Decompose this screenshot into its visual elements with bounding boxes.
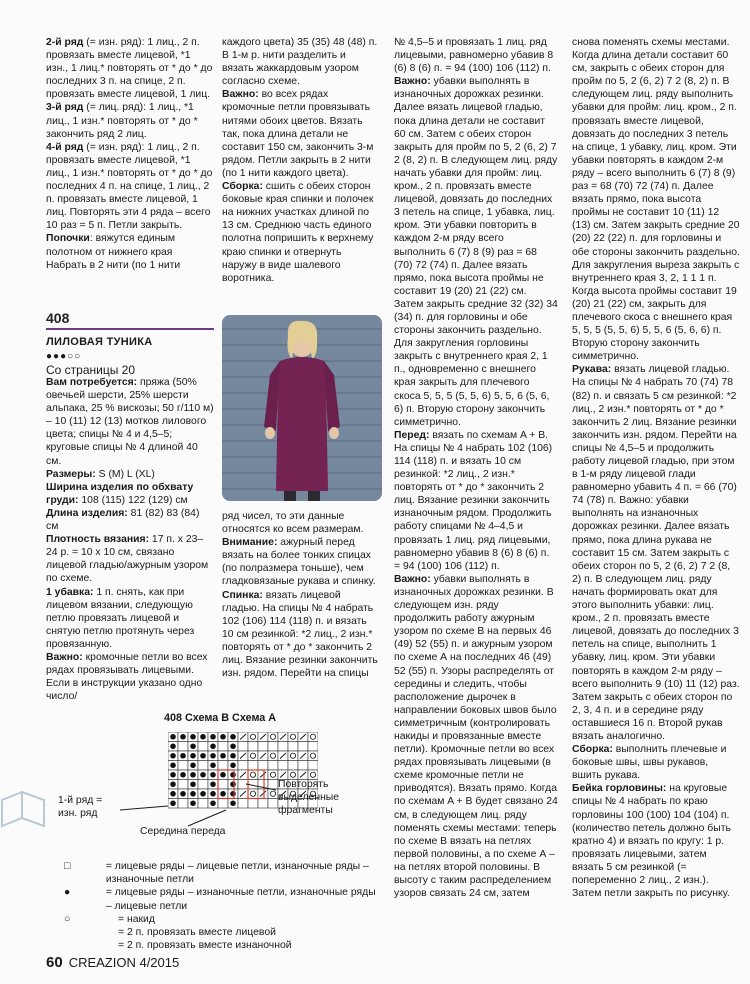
paragraph-text: вязать лицевой гладью. На спицы № 4 набрать 70 (74) 78 (82) п. и связать 5 см резинкой: *2 лиц., 2 изн.* повторять от * до * закончить 2 лиц. Вязание резинки закончить изн. рядом. Перейти на спицы № 4,5–5 и продолжить работу лицевой гладью, при этом в 1-м ряду лицевой глади равномерно убавить 4 п. = 66 (70) 74 (78) п. Важно: убавки выполнять на изнаночных дорожках резинки. Далее вязать прямо, пока длина рукава не составит 15 см. Затем закрыть с обеих сторон по 5, 2 (6, 2) 7 2 (8, 2) п. В следующем лиц. ряду начать формировать окат для этого выполнить убавки: лиц. кром., 2 п. провязать вместе лицевой, довязать до последних 3 петель на спице, выполнить 1 убавку, лиц. кром. Эти убавки повторять в каждом 2-м ряду – всего выполнить 9 (10) 11 (12) раз. Затем закрыть с обеих сторон по 2, 3, 4 п. и в середине ряду оставшиеся 16 п. Второй рукав вязать аналогично. xyxy=(572,364,740,742)
knitting-chart xyxy=(46,712,380,852)
paragraph-lead: Важно: xyxy=(222,89,259,101)
requirements xyxy=(46,376,214,703)
paragraph-text: сшить с обеих сторон боковые края спинки и полочек на нижних участках длиной по 13 см. Среднюю часть единого полотна попришить к верхнему краю спинки и отвернуть наружу в виде шалевого воротника. xyxy=(222,181,374,284)
paragraph xyxy=(222,510,378,536)
paragraph xyxy=(222,536,378,588)
paragraph xyxy=(394,36,558,75)
paragraph xyxy=(394,75,558,429)
paragraph-lead: Перед: xyxy=(394,429,430,441)
paragraph-lead: Размеры: xyxy=(46,468,96,480)
legend-row xyxy=(46,913,380,926)
legend-text: = 2 п. провязать вместе лицевой xyxy=(118,927,276,939)
paragraph-text: 1 п. снять, как при лицевом вязании, следующую петлю провязать лицевой и снятую петлю протянуть через провязанную. xyxy=(46,586,195,650)
paragraph xyxy=(572,36,740,363)
pattern-title: ЛИЛОВАЯ ТУНИКА xyxy=(46,336,153,348)
paragraph-text: (= изн. ряд): 1 лиц., 2 п. провязать вместе лицевой, *1 изн., 1 лиц.* повторять от * до * до последних 3 п. на спице, 2 п. провязать вместе лицевой, 1 лиц. xyxy=(46,37,213,101)
column-4 xyxy=(572,36,740,900)
paragraph-text: (= лиц. ряд): 1 лиц., *1 лиц., 1 изн.* повторять от * до * закончить ряд 2 лиц. xyxy=(46,102,198,140)
book-watermark-icon xyxy=(0,770,50,830)
legend-row xyxy=(46,939,380,952)
paragraph xyxy=(222,36,378,88)
chart-lines xyxy=(46,712,380,852)
paragraph xyxy=(222,180,378,285)
paragraph xyxy=(46,141,214,233)
paragraph-text: каждого цвета) 35 (35) 48 (48) п. В 1-м р. нити разделить и вязать жаккардовым узором согласно схеме. xyxy=(222,37,378,88)
center-label: Середина переда xyxy=(140,826,226,837)
paragraph-text: вязать лицевой гладью. На спицы № 4 набрать 102 (106) 114 (118) п. и вязать 10 см резинкой: *2 лиц., 2 изн.* повторять от * до * закончить 2 лиц. Вязание резинки закончить изн. рядом. Перейти на спицы xyxy=(222,589,378,680)
paragraph-lead: Длина изделия: xyxy=(46,507,128,519)
legend-symbol: □ xyxy=(64,861,71,872)
magazine-issue: CREAZION 4/2015 xyxy=(68,955,180,970)
paragraph xyxy=(394,573,558,900)
paragraph xyxy=(46,101,214,140)
legend-text: = 2 п. провязать вместе изнаночной xyxy=(118,940,292,952)
paragraph xyxy=(394,429,558,573)
legend-symbol: ● xyxy=(64,887,71,899)
paragraph-text: 81 (82) 83 (84) см xyxy=(46,507,200,533)
column-2 xyxy=(222,36,378,285)
paragraph xyxy=(46,651,214,703)
paragraph-lead: Сборка: xyxy=(572,744,613,756)
paragraph-lead: Ширина изделия по обхвату груди: xyxy=(46,481,194,506)
paragraph xyxy=(46,586,214,651)
legend-text: = лицевые ряды – лицевые петли, изнаночные ряды – изнаночные петли xyxy=(105,861,369,886)
paragraph xyxy=(46,481,214,507)
tunic-photo xyxy=(222,315,382,501)
legend-text: = накид xyxy=(118,913,155,925)
from-page: Со страницы 20 xyxy=(46,363,136,377)
paragraph xyxy=(572,782,740,900)
paragraph-lead: 1 убавка: xyxy=(46,586,94,598)
paragraph-lead: 4-й ряд xyxy=(46,141,84,153)
paragraph-lead: Вам потребуется: xyxy=(46,377,138,388)
page-number: 60 xyxy=(46,954,63,971)
paragraph-text: 108 (115) 122 (129) см xyxy=(78,494,188,506)
paragraph-text: (= изн. ряд): 1 лиц., 2 п. провязать вместе лицевой, *1 лиц., 1 изн.* повторять от * до * до последних 4 п. на спице, 1 лиц., 2 п. провязать вместе лицевой, 1 лиц. Повторять эти 4 ряда – всего 10 раз = 5 п. Петли закрыть. xyxy=(46,141,213,232)
paragraph xyxy=(46,376,214,468)
pattern-number: 408 xyxy=(46,310,214,330)
pattern-header xyxy=(46,310,214,377)
legend-row xyxy=(46,860,380,886)
column-1 xyxy=(46,36,214,272)
paragraph-lead: Плотность вязания: xyxy=(46,534,150,546)
paragraph-lead: Важно: xyxy=(394,573,431,585)
paragraph-text: выполнить плечевые и боковые швы, швы рукавов, вшить рукава. xyxy=(572,744,727,782)
paragraph-text: ажурный перед вязать на более тонких спицах (по полразмера тоньше), чем гладковязаные рукава и спинку. xyxy=(222,537,376,588)
paragraph-lead: 3-й ряд xyxy=(46,102,84,114)
paragraph xyxy=(222,88,378,180)
row-label: 1-й ряд = изн. ряд xyxy=(58,795,103,819)
paragraph-text: S (M) L (XL) xyxy=(95,468,155,480)
paragraph xyxy=(46,468,214,481)
paragraph-text: № 4,5–5 и провязать 1 лиц. ряд лицевыми, равномерно убавив 8 (6) 8 (6) п. = 94 (100) 106 (112) п. xyxy=(394,37,554,75)
paragraph-lead: Сборка: xyxy=(222,181,263,193)
paragraph-text: пряжа (50% овечьей шерсти, 25% шерсти альпака, 25 % вискозы; 50 г/110 м) – 10 (11) 12 (13) мотков лилового цвета; спицы № 4 и 4,5–5; круговые спицы № 4 длиной 40 см. xyxy=(46,377,214,467)
paragraph xyxy=(46,36,214,101)
paragraph-text: снова поменять схемы местами. Когда длина детали составит 60 см, закрыть с обеих сторон для пройм по 5, 2 (6, 2) 7 2 (8, 2) п. В следующем лиц. ряду выполнить убавки для пройм: лиц. кром., 2 п. провязать вместе лицевой, довязать до последних 3 петель на спице, 1 убавку, лиц. кром. Эти убавки повторять в каждом 2-м ряду – всего выполнить 6 (7) 8 (9) раз = 68 (70) 72 (74) п. Далее вязать прямо, пока высота проймы не составит 10 (11) 12 (13) см. Затем закрыть средние 20 (20) 22 (22) п. для горловины и обе стороны закончить раздельно. Для закругления выреза закрыть с внутреннего края 3, 2, 1 1 1 п. Когда высота проймы составит 19 (20) 21 (22) см, закрыть для плечевого скоса с внешнего края 5, 5, 5 (5, 5, 6) 5, 5, 6 (5, 6, 6) п. Вторую сторону закончить симметрично. xyxy=(572,37,740,363)
paragraph-text: на круговые спицы № 4 набрать по краю горловины 100 (100) 104 (104) п. (количество петель должно быть кратно 4) и вязать по кругу: 1 р. провязать лицевыми, затем вязать 5 см резинкой (= попеременно 2 лиц., 2 изн.). Затем петли закрыть по рисунку. xyxy=(572,783,731,900)
paragraph-lead: Рукава: xyxy=(572,364,612,376)
paragraph-text: ряд чисел, то эти данные относятся ко всем размерам. xyxy=(222,511,364,536)
paragraph-text: кромочные петли во всех рядах провязывать лицевыми. Если в инструкции указано одно число/ xyxy=(46,651,208,703)
repeat-label: Повторять выделенные фрагменты xyxy=(278,779,340,816)
paragraph-lead: Важно: xyxy=(46,651,83,663)
legend-symbol: ○ xyxy=(64,913,71,925)
column-2-continued xyxy=(222,510,378,680)
paragraph-lead: Внимание: xyxy=(222,537,278,549)
paragraph xyxy=(222,589,378,681)
paragraph xyxy=(572,363,740,743)
column-3 xyxy=(394,36,558,900)
chart-title: 408 Схема В Схема А xyxy=(164,712,277,724)
paragraph xyxy=(46,507,214,533)
legend-text: = лицевые ряды – изнаночные петли, изнаночные ряды – лицевые петли xyxy=(105,887,376,912)
paragraph xyxy=(572,743,740,782)
legend-row xyxy=(46,886,380,912)
paragraph xyxy=(46,533,214,585)
paragraph-lead: Попочки xyxy=(46,233,90,245)
page-footer xyxy=(46,954,179,971)
paragraph xyxy=(46,232,214,271)
paragraph-lead: Важно: xyxy=(394,76,431,88)
paragraph-text: убавки выполнять в изнаночных дорожках резинки. Далее вязать лицевой гладью, пока длина детали не составит 60 см. Затем с обеих сторон закрыть для пройм по 5, 2 (6, 2) 7 2 (8, 2) п. В следующем лиц. ряду начать убавки для пройм: лиц. кром., 2 п. провязать вместе лицевой, довязать до последних 3 петель на спице, 1 убавка, лиц. кром. Эти убавки повторить в каждом 2-м ряду всего выполнить 6 (7) 8 (9) раз = 68 (70) 72 (74) п. Далее вязать прямо, пока высота проймы не составит 19 (20) 21 (22) см. Затем закрыть средние 32 (32) 34 (34) п. для горловины и обе стороны закончить раздельно. Для закругления горловины закрыть с внутреннего края 2, 1 п., одновременно с внешнего края закрыть для плечевого скоса 5, 5, 5 (5, 5, 6) 5, 5, 6 (5, 6, 6) п. Вторую сторону закончить симметрично. xyxy=(394,76,558,428)
paragraph-text: 17 п. х 23–24 р. = 10 х 10 см, связано лицевой гладью/ажурным узором по схеме. xyxy=(46,534,209,585)
paragraph-text: во всех рядах кромочные петли провязывать нитями обоих цветов. Вязать так, пока длина детали не составит 150 см, закончить 3-м рядом. Петли закрыть в 2 нити (по 1 нити каждого цвета). xyxy=(222,89,374,179)
paragraph-lead: 2-й ряд xyxy=(46,37,84,48)
legend-row xyxy=(46,926,380,939)
paragraph-lead: Спинка: xyxy=(222,589,263,601)
difficulty-rating: ●●●○○ xyxy=(46,351,82,362)
chart-legend xyxy=(46,860,380,952)
paragraph-lead: Бейка горловины: xyxy=(572,783,667,795)
paragraph-text: : вяжутся единым полотном от нижнего края Набрать в 2 нити (по 1 нити xyxy=(46,233,181,271)
paragraph-text: убавки выполнять в изнаночных дорожках резинки. В следующем изн. ряду продолжить работу ажурным узором по схеме В на первых 46 (49) 52 (55) п. и ажурным узором по схеме А на последних 46 (49) 52 (55) п. Узоры распределять от середины и следить, чтобы расположение дырочек в направлении боковых швов было симметричным (контролировать накиды и провязанные вместе петли). Кромочные петли во всех рядах провязывать лицевыми (в схеме кромочные петли не приводятся). Вязать прямо. Когда по схемам A + B будет связано 24 см, в следующем лиц. ряду поменять схемы местами: теперь по схеме В вязать на петлях первой половины, а по схеме А – на петлях второй половины. В высоту с таким распределением узоров связать 24 см, затем xyxy=(394,573,558,900)
paragraph-text: вязать по схемам A + B. На спицы № 4 набрать 102 (106) 114 (118) п. и вязать 10 см резинкой: *2 лиц., 2 изн.* повторять от * до * закончить 2 лиц. Вязание резинки закончить изнаночным рядом. Продолжить работу спицами № 4–4,5 и провязать 1 лиц. ряд лицевыми, равномерно убавив 8 (6) 8 (6) п. = 94 (100) 106 (112) п. xyxy=(394,429,553,572)
